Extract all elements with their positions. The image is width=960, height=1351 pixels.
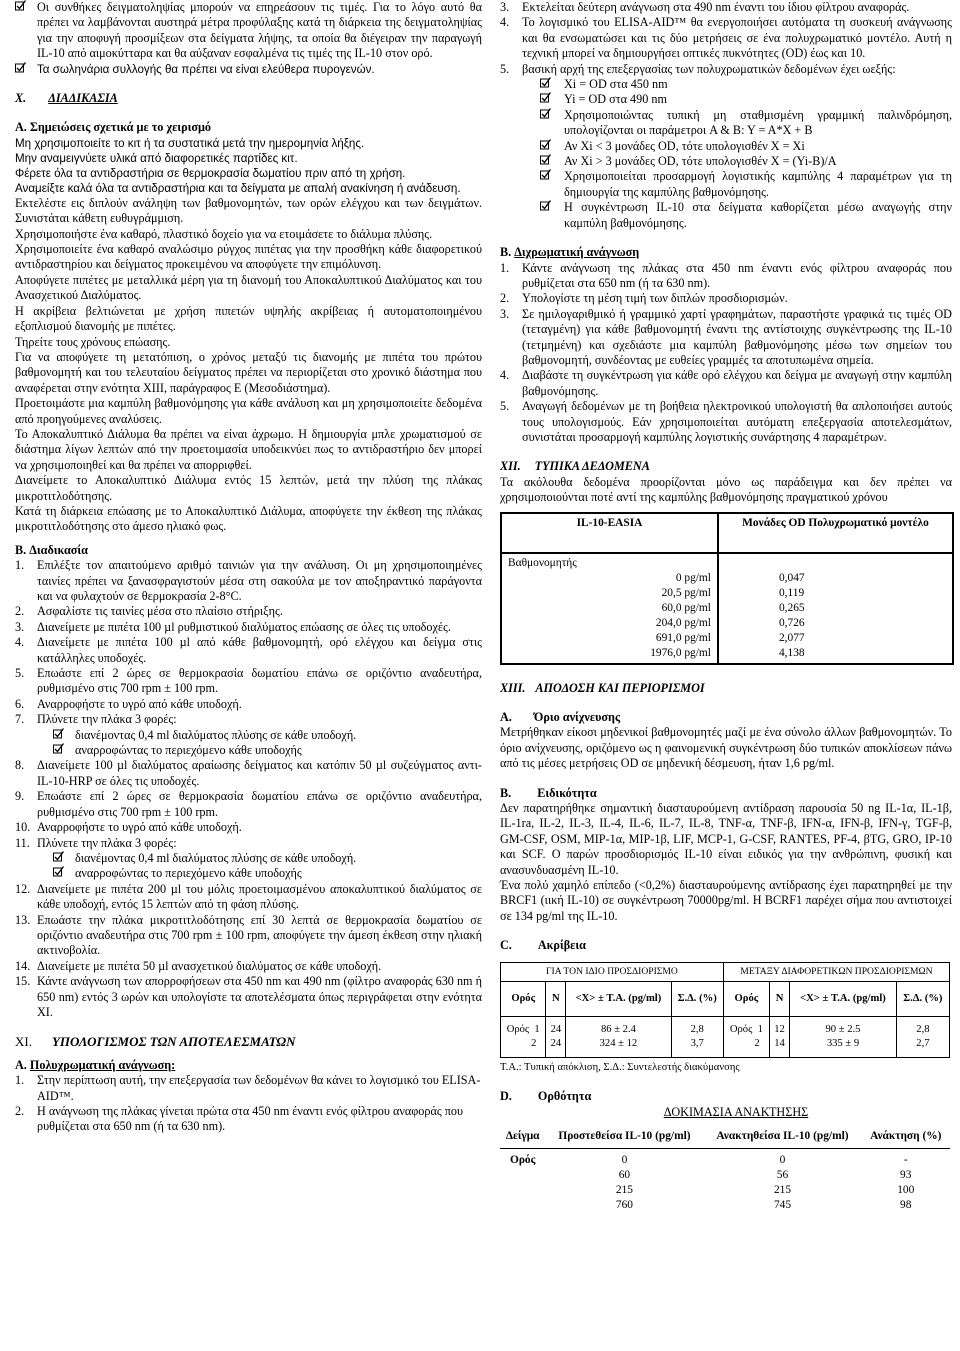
subsection-heading-b: B. Διαδικασία: [15, 542, 88, 557]
table-header: Προστεθείσα IL-10 (pg/ml): [545, 1128, 703, 1149]
subsection-heading-detection-limit: A. Όριο ανίχνευσης: [500, 710, 621, 724]
section-heading-xiii: XIII. ΑΠΟΔΟΣΗ ΚΑΙ ΠΕΡΙΟΡΙΣΜΟΙ: [500, 680, 705, 695]
list-item: 5. Επωάστε επί 2 ώρες σε θερμοκρασία δωματίου επάνω σε οριζόντιο αναδευτήρα, ρυθμισμένο στις 700 rpm ± 100 rpm.: [15, 666, 482, 696]
recovery-title: ΔΟΚΙΜΑΣΙΑ ΑΝΑΚΤΗΣΗΣ: [663, 1104, 809, 1119]
list-item: 4. Το λογισμικό του ELISA-AID™ θα ενεργοποιήσει αυτόματα τη συσκευή ανάγνωσης και θα ενσωματώσει και τις δύο μετρήσεις σε ένα πολυχρωματικό μοντέλο. Αυτή η τεχνική μπορεί να δημιουργήσει οπτικές πυκνότητες (OD) έως και 10.: [500, 15, 952, 61]
list-item: 7. Πλύνετε την πλάκα 3 φορές:: [15, 712, 177, 727]
table-cell: Ορός 1 2: [501, 1016, 546, 1057]
table-header: Ορός: [501, 981, 546, 1016]
checkbox-bullet-icon: [540, 108, 554, 123]
table-header: Μονάδες OD Πολυχρωματικό μοντέλο: [718, 513, 953, 553]
right-column: [500, 0, 952, 1214]
list-item: 3. Σε ημιλογαριθμικό ή γραμμικό χαρτί γραφημάτων, παραστήστε γραφικά τις τιμές OD (τεταγμένη) για κάθε βαθμονομητή έναντι της αντίστοιχης συγκέντρωσης της IL-10 (τετμημένη) και σχεδιάστε μια καμπύλη βαθμονόμησης μέσω των σημείων του βαθμονομητή, συνδέοντας με ευθείες γραμμές τα αποτυπωμένα σημεία.: [500, 306, 952, 367]
list-item: 1. Επιλέξτε τον απαιτούμενο αριθμό ταινιών για την ανάλυση. Οι μη χρησιμοποιημένες ταινίες πρέπει να ξανασφραγιστούν μέσα στη σακούλα με τον αποξηραντικό παράγοντα και να φυλαχτούν σε θερμοκρασία 2-8°C.: [15, 558, 482, 603]
list-item: 1. Κάντε ανάγνωση της πλάκας στα 450 nm έναντι ενός φίλτρου αναφοράς που ρυθμίζεται στα 650 nm (ή τα 630 nm).: [500, 260, 952, 290]
specificity-text: Δεν παρατηρήθηκε σημαντική διασταυρούμενη αντίδραση παρουσία 50 ng IL-1α, IL-1β, IL-1ra, IL-2, IL-3, IL-4, IL-6, IL-7, IL-8, TNF-α, TNF-β, IFN-α, IFN-β, IFN-γ, TGF-β, GM-CSF, OSM, MIP-1α, MIP-1β, LIF, MCP-1, G-CSF, RANTES, PF-4, βTG, GRO, IP-10 και SCF. Ο παρών προσδιορισμός IL-10 είναι ειδικός για την ανθρώπινη, φυσική και ανασυνδυασμένη IL-10.: [500, 801, 952, 877]
sub-item: αναρροφώντας το περιεχόμενο κάθε υποδοχής: [15, 743, 482, 758]
list-item: 3. Διανείμετε με πιπέτα 100 µl ρυθμιστικού διαλύματος επώασης σε όλες τις υποδοχές.: [15, 619, 451, 634]
detection-limit-text: Μετρήθηκαν είκοσι μηδενικοί βαθμονομητές μαζί με ένα σύνολο άλλων βαθμονομητών. Το όριο ανίχνευσης, οριζόμενο ως η φαινομενική συγκέντρωση δύο τυπικών αποκλίσεων πάνω από τις μέσες μετρήσεις OD σε μηδενική δέσμευση, ήταν 1,6 pg/ml.: [500, 725, 952, 771]
checkbox-bullet-icon: [53, 866, 67, 881]
table-header: Ανακτηθείσα IL-10 (pg/ml): [703, 1128, 861, 1149]
checkbox-bullet-icon: [540, 154, 554, 169]
table-cell: - 93 100 98: [897, 1153, 915, 1211]
subsection-heading-dichromatic: B. Διχρωματική ανάγνωση: [500, 245, 640, 260]
step5-bullets: Xi = OD στα 450 nm Yi = OD στα 490 nm Χρησιμοποιώντας τυπική μη σταθμισμένη γραμμική παλινδρόμηση, υπολογίζονται οι παράμετροι A & B: Y = A*X + B Αν Xi < 3 μονάδες OD, τότε υπολογισθέν X = Xi Αν Xi > 3 μονάδες OD, τότε υπολογισθέν X = (Yi-B)/A Χρησιμοποιείται προσαρμογή λογιστικής καμπύλης 4 παραμέτρων για τη δημιουργία της καμπύλης βαθμονόμησης. Η συγκέντρωση IL-10 στα δείγματα καθορίζεται μέσω αναγωγής στην καμπύλη βαθμονόμησης.: [500, 77, 952, 231]
table-cell: 2,8 3,7: [671, 1016, 723, 1057]
list-item: 3. Εκτελείται δεύτερη ανάγνωση στα 490 nm έναντι του ίδιου φίλτρου αναφοράς.: [500, 0, 910, 14]
handling-notes: Μη χρησιμοποιείτε το κιτ ή τα συστατικά μετά την ημερομηνία λήξης. Μην αναμειγνύετε υλικά από διαφορετικές παρτίδες κιτ. Φέρετε όλα τα αντιδραστήρια σε θερμοκρασία δωματίου πριν από τη χρήση. Αναμείξτε καλά όλα τα αντιδραστήρια και τα δείγματα με απαλή ανακίνηση ή ανάδευση.: [15, 136, 461, 195]
table-header: <X> ± Τ.Α. (pg/ml): [566, 981, 671, 1016]
table-cell: Βαθμονομητής 0 pg/ml 20,5 pg/ml 60,0 pg/ml 204,0 pg/ml 691,0 pg/ml 1976,0 pg/ml: [501, 553, 718, 664]
list-item: 5. βασική αρχή της επεξεργασίας των πολυχρωματικών δεδομένων έχει ωεξής:: [500, 61, 896, 76]
procedure-steps: [15, 558, 482, 1020]
table-header: N: [769, 981, 789, 1016]
list-item: 9. Επωάστε επί 2 ώρες σε θερμοκρασία δωματίου επάνω σε οριζόντιο αναδευτήρα, ρυθμισμένο στις 700 rpm ± 100 rpm.: [15, 789, 482, 819]
list-item: 4. Διαβάστε τη συγκέντρωση για κάθε ορό ελέγχου και δείγμα με αναγωγή στην καμπύλη βαθμονόμησης.: [500, 368, 952, 398]
table-header: Ορός: [723, 981, 769, 1016]
table-header: Σ.Δ. (%): [671, 981, 723, 1016]
table-header: ΓΙΑ ΤΟΝ ΙΔΙΟ ΠΡΟΣΔΙΟΡΙΣΜΟ: [501, 962, 724, 981]
checkbox-bullet-icon: [53, 743, 67, 758]
table-header: IL-10-EASIA: [501, 513, 718, 553]
sub-item: διανέμοντας 0,4 ml διαλύματος πλύσης σε κάθε υποδοχή.: [15, 851, 482, 866]
table-cell: 0 60 215 760: [615, 1153, 633, 1211]
polychromatic-steps-cont: [500, 0, 952, 77]
sub-item: αναρροφώντας το περιεχόμενο κάθε υποδοχής: [15, 866, 482, 881]
list-item: 14. Διανείμετε με πιπέτα 50 µl ανασχετικού διαλύματος σε κάθε υποδοχή.: [15, 958, 382, 973]
table-cell: 86 ± 2.4 324 ± 12: [566, 1016, 671, 1057]
specificity-text: Ένα πολύ χαμηλό επίπεδο (<0,2%) διασταυρούμενης αντίδρασης έχει παρατηρηθεί με την BRCF1 (ιική IL-10) σε συγκέντρωση 70000pg/ml. Η BCRF1 παρέχει σήμα που αντιστοιχεί σε 134 pg/ml της IL-10.: [500, 878, 952, 923]
table-header: N: [546, 981, 566, 1016]
list-item: 6. Αναρροφήστε το υγρό από κάθε υποδοχή.: [15, 696, 242, 711]
checkbox-bullet-icon: [540, 139, 554, 154]
handling-notes-serif: Εκτελέστε εις διπλούν ανάληψη των βαθμονομητών, των ορών ελέγχου και των δειγμάτων. Συνιστάται κάθετη ευθυγράμμιση. Χρησιμοποιήστε ένα καθαρό, πλαστικό δοχείο για να ετοιμάσετε το διάλυμα πλύσης. Χρησιμοποιείτε ένα καθαρό αναλώσιμο ρύγχος πιπέτας για την προσθήκη κάθε διαφορετικού αντιδραστηρίου και δείγματος προκειμένου να αποφύγετε την επιμόλυνση. Αποφύγετε πιπέτες με μεταλλικά μέρη για τη διανομή του Αποκαλυπτικού Διαλύματος και του Ανασχετικού Διαλύματος. Η ακρίβεια βελτιώνεται με χρήση πιπετών υψηλής ακρίβειας ή αυτοματοποιημένου εξοπλισμού διανομής με πιπέτες. Τηρείτε τους χρόνους επώασης. Για να αποφύγετε τη μετατόπιση, ο χρόνος μεταξύ τις διανομής με πιπέτα του πρώτου βαθμονομητή και του τελευταίου δείγματος πρέπει να περιορίζεται στο χρονικό διάστημα που αναφέρεται στην ενότητα XIII, παράγραφος E (Μεσοδιάστημα). Προετοιμάστε μια καμπύλη βαθμονόμησης για κάθε ανάλυση και μη χρησιμοποιείτε δεδομένα από προηγούμενες αναλύσεις. Το Αποκαλυπτικό Διάλυμα θα πρέπει να είναι άχρωμο. Η δημιουργία μπλε χρωματισμού σε διάστημα λίγων λεπτών από την προετοιμασία υποδεικνύει πως το αντιδραστήριο δεν μπορεί να χρησιμοποιηθεί και θα πρέπει να απορριφθεί. Διανείμετε το Αποκαλυπτικό Διάλυμα εντός 15 λεπτών, μετά την πλύση της πλάκας μικροτιτλοδότησης. Κατά τη διάρκεια επώασης με το Αποκαλυπτικό Διάλυμα, αποφύγετε την έκθεση της πλάκας μικροτιτλοδότησης στο άμεσο ηλιακό φως.: [15, 195, 482, 534]
table-header: Σ.Δ. (%): [896, 981, 949, 1016]
list-item: 2. Υπολογίστε τη μέση τιμή των διπλών προσδιορισμών.: [500, 291, 788, 306]
precision-table: [500, 962, 950, 1058]
calibrator-concentrations: 0 pg/ml 20,5 pg/ml 60,0 pg/ml 204,0 pg/ml 691,0 pg/ml 1976,0 pg/ml: [650, 571, 711, 659]
subsection-heading-accuracy: D. Ορθότητα: [500, 1089, 592, 1104]
subsection-heading-precision: C. Ακρίβεια: [500, 938, 586, 953]
intro-bullet: Οι συνθήκες δειγματοληψίας μπορούν να επηρεάσουν τις τιμές. Για το λόγο αυτό θα πρέπει να λαμβάνονται αυστηρά μέτρα προφύλαξης κατά τη διάρκεια της δειγματοληψίας για την αποφυγή προσμίξεων στα δείγματα λήψης, τα οποία θα διέγειραν την παραγωγή IL-10 από αιμοκύτταρα και θα αύξαναν εσφαλμένα τις τιμές της IL-10 στον ορό.: [15, 0, 482, 62]
list-item: 15. Κάντε ανάγνωση των απορροφήσεων στα 450 nm και 490 nm (φίλτρο αναφοράς 630 nm ή 650 nm) εντός 3 ωρών και υπολογίστε τα αποτελέσματα όπως περιγράφεται στην ενότητα XI.: [15, 974, 482, 1019]
section-heading-xii: XII. ΤΥΠΙΚΑ ΔΕΔΟΜΕΝΑ: [500, 459, 650, 474]
checkbox-bullet-icon: [53, 851, 67, 866]
table-cell: Ορός 1 2: [723, 1016, 769, 1057]
subsection-heading-xi-a: A. Πολυχρωματική ανάγνωση:: [15, 1057, 176, 1072]
table-header: <X> ± Τ.Α. (pg/ml): [790, 981, 897, 1016]
precision-note: Τ.Α.: Τυπική απόκλιση, Σ.Δ.: Συντελεστής διακύμανσης: [500, 1061, 740, 1073]
checkbox-bullet-icon: [540, 200, 554, 215]
list-item: 5. Αναγωγή δεδομένων με τη βοήθεια ηλεκτρονικού υπολογιστή θα απλοποιήσει αυτούς τους υπολογισμούς. Εάν χρησιμοποιείται αυτόματη επεξεργασία αποτελεσμάτων, συνιστάται προσαρμογή καμπύλης λογιστικής συνάρτησης 4 παραμέτρων.: [500, 399, 952, 444]
list-item: 2. Η ανάγνωση της πλάκας γίνεται πρώτα στα 450 nm έναντι ενός φίλτρου αναφοράς που ρυθμίζεται στα 650 nm (ή τα 630 nm).: [15, 1104, 464, 1134]
list-item: 13. Επωάστε την πλάκα μικροτιτλοδότησης επί 30 λεπτά σε θερμοκρασία δωματίου σε οριζόντιο αναδευτήρα στις 700 rpm ± 100 rpm, αποφύγετε την άμεση έκθεση στην ηλιακή ακτινοβολία.: [15, 912, 482, 958]
table-cell: 0 56 215 745: [773, 1153, 792, 1211]
table-header: ΜΕΤΑΞΥ ΔΙΑΦΟΡΕΤΙΚΩΝ ΠΡΟΣΔΙΟΡΙΣΜΩΝ: [723, 962, 949, 981]
table-cell: 2,8 2,7: [896, 1016, 949, 1057]
recovery-table: [500, 1128, 950, 1214]
table-cell: 90 ± 2.5 335 ± 9: [790, 1016, 897, 1057]
list-item: 11. Πλύνετε την πλάκα 3 φορές:: [15, 835, 177, 850]
sub-item: διανέμοντας 0,4 ml διαλύματος πλύσης σε κάθε υποδοχή.: [15, 728, 482, 743]
left-column: [15, 0, 482, 1135]
table-cell: 24 24: [546, 1016, 566, 1057]
table-cell: 12 14: [769, 1016, 789, 1057]
list-item: 8. Διανείμετε 100 µl διαλύματος αραίωσης δείγματος και κατόπιν 50 µl συζεύγματος αντι-IL-10-HRP σε όλες τις υποδοχές.: [15, 758, 482, 788]
od-values: 0,047 0,119 0,265 0,726 2,077 4,138: [778, 571, 805, 659]
typical-data-table: [500, 512, 954, 665]
table-header: Δείγμα: [500, 1128, 545, 1149]
table-cell: Ορός: [509, 1153, 536, 1166]
intro-bullet: Τα σωληνάρια συλλογής θα πρέπει να είναι ελεύθερα πυρογενών.: [15, 62, 482, 77]
subsection-heading-a: A. Σημειώσεις σχετικά με το χειρισμό: [15, 120, 211, 135]
section-heading-xi: XI. ΥΠΟΛΟΓΙΣΜΟΣ ΤΩΝ ΑΠΟΤΕΛΕΣΜΑΤΩΝ: [15, 1034, 296, 1050]
accuracy-header-row: [500, 1089, 952, 1104]
checkbox-bullet-icon: [15, 62, 29, 77]
section-heading-x: X. ΔΙΑΔΙΚΑΣΙΑ: [15, 91, 118, 106]
table-header: Ανάκτηση (%): [861, 1128, 950, 1149]
checkbox-bullet-icon: [540, 169, 554, 184]
list-item: 4. Διανείμετε με πιπέτα 100 µl από κάθε βαθμονομητή, ορό ελέγχου και δείγμα στις κατάλληλες υποδοχές.: [15, 635, 482, 665]
polychromatic-steps: [15, 1073, 482, 1135]
checkbox-bullet-icon: [540, 92, 554, 107]
checkbox-bullet-icon: [15, 0, 29, 15]
list-item: 2. Ασφαλίστε τις ταινίες μέσα στο πλαίσιο στήριξης.: [15, 604, 283, 619]
list-item: 12. Διανείμετε με πιπέτα 200 µl του μόλις προετοιμασμένου αποκαλυπτικού διαλύματος σε κάθε υποδοχή, εντός 15 λεπτών από τη φάση πλύσης.: [15, 881, 482, 912]
dichromatic-steps: [500, 261, 952, 446]
checkbox-bullet-icon: [540, 77, 554, 92]
typical-data-text: Τα ακόλουθα δεδομένα προορίζονται μόνο ως παράδειγμα και δεν πρέπει να χρησιμοποιούνται ποτέ αντί της καμπύλης βαθμονόμησης πραγματικού χρόνου: [500, 474, 952, 505]
list-item: 1. Στην περίπτωση αυτή, την επεξεργασία των δεδομένων θα κάνει το λογισμικό του ELISA-AID™.: [15, 1073, 481, 1103]
checkbox-bullet-icon: [53, 728, 67, 743]
list-item: 10. Αναρροφήστε το υγρό από κάθε υποδοχή.: [15, 820, 242, 835]
subsection-heading-specificity: B. Ειδικότητα: [500, 785, 597, 800]
